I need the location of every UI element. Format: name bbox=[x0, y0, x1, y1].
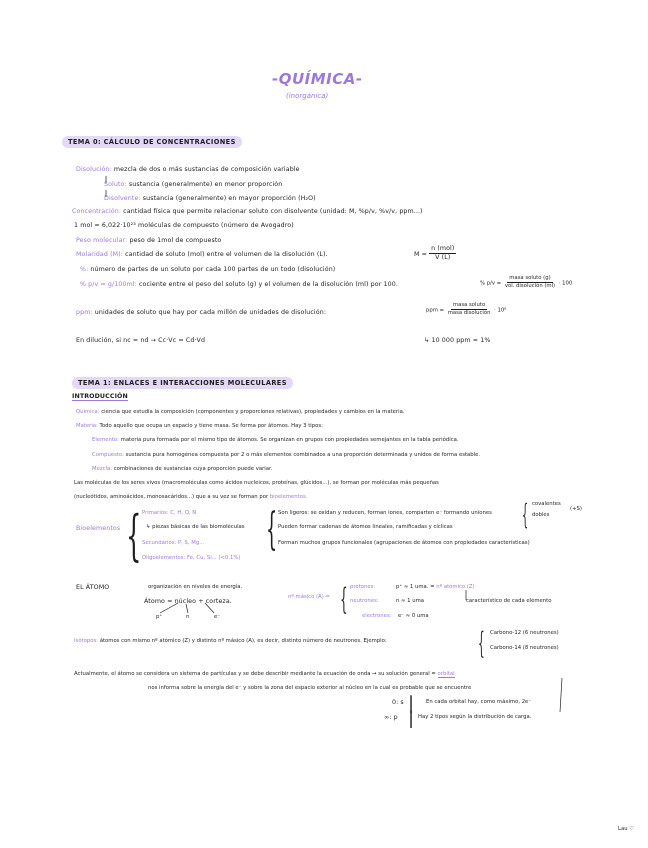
bioelementos-link: bioelementos. bbox=[269, 494, 308, 500]
dilucion-note: ↳ 10 000 ppm = 1% bbox=[424, 337, 491, 344]
seres-vivos-line: Las moléculas de los seres vivos (macromoléculas como ácidos nucleicos, proteínas, glúcidos...), se forman por moléculas más pequeñas bbox=[74, 480, 439, 486]
piezas-line: ↳ piezas básicas de las biomoléculas bbox=[146, 524, 245, 530]
atomo-split-mid bbox=[186, 604, 188, 613]
p-orbital-text: Hay 2 tipos según la distribución de carga. bbox=[418, 714, 532, 720]
nmasico-brace: { bbox=[340, 582, 348, 617]
n-particle: n bbox=[186, 614, 190, 620]
soluto-term: Soluto: bbox=[104, 181, 127, 188]
seres-vivos-text-2: (nucleótidos, aminoácidos, monosacáridos...) que a su vez se forman por bbox=[74, 494, 269, 500]
molaridad-numerator: n (mol) bbox=[429, 246, 456, 254]
atomo-label: EL ÁTOMO bbox=[76, 584, 110, 591]
triples-note: (+S) bbox=[570, 506, 582, 512]
p-orbital-brace: | bbox=[408, 708, 415, 729]
s-orbital-label: 0: s bbox=[392, 699, 404, 706]
nmasico-text: nº másico (A) = bbox=[288, 594, 330, 600]
protones-value: p⁺ ≈ 1 uma. = bbox=[396, 584, 435, 590]
p-particle: p⁺ bbox=[156, 614, 163, 620]
s-orbital-brace: | bbox=[408, 693, 415, 714]
page-subtitle: (inorgánica) bbox=[286, 92, 329, 100]
disolucion-term: Disolución: bbox=[76, 166, 112, 173]
quimica-text: ciencia que estudia la composición (componentes y proporciones relativas), propiedades y cambios en la materia. bbox=[101, 409, 405, 415]
concentracion-text: cantidad física que permite relacionar soluto con disolvente (unidad: M, %p/v, %v/v, ppm...) bbox=[123, 208, 423, 215]
section-heading-tema0: TEMA 0: CÁLCULO DE CONCENTRACIONES bbox=[62, 136, 242, 148]
protones-label: protones: bbox=[350, 584, 376, 590]
mezcla-term: Mezcla: bbox=[92, 466, 113, 472]
disolvente-text: sustancia (generalmente) en mayor proporción (H₂O) bbox=[142, 195, 316, 202]
caracteristico-note: característico de cada elemento bbox=[466, 598, 552, 604]
s-orbital-text: En cada orbital hay, como máximo, 2e⁻ bbox=[426, 699, 532, 705]
ppm-numerator: masa soluto bbox=[451, 303, 487, 310]
carbono12-label: Carbono-12 (6 neutrones) bbox=[490, 630, 559, 636]
page-title: -QUÍMICA- bbox=[272, 70, 363, 88]
molaridad-text: cantidad de soluto (mol) entre el volumen de la disolución (L). bbox=[125, 251, 328, 258]
pv-denominator: vol. disolución (ml) bbox=[504, 283, 556, 290]
orbital-arrow bbox=[560, 678, 562, 712]
primarios-item: Primarios: C, H, O, N bbox=[142, 510, 197, 516]
p-orbital-label: ∞: p bbox=[384, 714, 398, 721]
intro-heading: INTRODUCCIÓN bbox=[72, 393, 128, 400]
grupos-desc: Forman muchos grupos funcionales (agrupaciones de átomos con propiedades características) bbox=[278, 540, 530, 546]
ppm-text: unidades de soluto que hay por cada millón de unidades de disolución: bbox=[94, 309, 327, 316]
pv-numerator: masa soluto (g) bbox=[507, 276, 552, 283]
oligo-item: Oligoelementos: Fe, Cu, Si... (<0.1%) bbox=[142, 555, 241, 561]
actualmente-text: Actualmente, el átomo se considera un sistema de partículas y se debe describir mediante la ecuación de onda → su solución general = bbox=[74, 671, 436, 677]
ppm-denominator: masa disolución bbox=[447, 310, 491, 317]
bioelementos-label: Bioelementos bbox=[76, 525, 121, 532]
secundarios-item: Secundarios: P, S, Mg... bbox=[142, 540, 205, 546]
ppm-term: ppm: bbox=[76, 309, 93, 316]
elemento-text: materia pura formada por el mismo tipo de átomos. Se organizan en grupos con propiedades semejantes en la tabla periódica. bbox=[120, 437, 459, 443]
mezcla-text: combinaciones de sustancias cuya proporción puede variar. bbox=[113, 466, 273, 472]
isotopos-term: Isótopos: bbox=[74, 638, 99, 644]
ppm-formula-rhs: · 10⁶ bbox=[494, 307, 507, 314]
isotopos-brace: { bbox=[478, 626, 485, 661]
dobles-label: dobles bbox=[532, 512, 550, 518]
section-heading-tema1: TEMA 1: ENLACES E INTERACCIONES MOLECULARES bbox=[72, 377, 293, 389]
pv-term: % p/v = g/100ml: bbox=[80, 281, 137, 288]
primarios-desc: Son ligeros: se oxidan y reducen, forman iones, comparten e⁻ formando uniones bbox=[278, 510, 492, 516]
atomo-split-right bbox=[205, 603, 214, 613]
peso-text: peso de 1mol de compuesto bbox=[129, 237, 222, 244]
page-signature: Lau ♡ bbox=[618, 826, 634, 832]
porcentaje-term: %: bbox=[80, 266, 89, 273]
dilucion-line: En dilución, si nc = nd → Cc·Vc = Cd·Vd bbox=[76, 337, 206, 344]
electrones-eq: e⁻ ≈ 0 uma bbox=[398, 613, 429, 619]
concentracion-term: Concentración: bbox=[72, 208, 122, 215]
pv-formula-lhs: % p/v = bbox=[480, 280, 502, 287]
pv-formula-rhs: · 100 bbox=[558, 280, 573, 287]
peso-term: Peso molecular: bbox=[76, 237, 128, 244]
porcentaje-text: número de partes de un soluto por cada 100 partes de un todo (disolución) bbox=[90, 266, 336, 273]
soluto-text: sustancia (generalmente) en menor proporción bbox=[128, 181, 283, 188]
materia-term: Materia: bbox=[76, 423, 98, 429]
atomo-split-left bbox=[160, 603, 178, 613]
disolucion-text: mezcla de dos o más sustancias de composición variable bbox=[113, 166, 300, 173]
organizacion-note: organización en niveles de energía. bbox=[148, 584, 243, 590]
primarios-brace: { bbox=[266, 504, 278, 555]
compuesto-text: sustancia pura homogénea compuesta por 2 o más elementos combinados a una proporción determinada y unidos de forma estable. bbox=[125, 452, 481, 458]
neutrones-eq: n ≈ 1 uma bbox=[396, 598, 424, 604]
orbital-link: orbital bbox=[437, 671, 455, 677]
cadenas-desc: Pueden formar cadenas de átomos lineales, ramificadas y cíclicas bbox=[278, 524, 453, 530]
materia-text: Todo aquello que ocupa un espacio y tiene masa. Se forma por átomos. Hay 3 tipos: bbox=[99, 423, 323, 429]
carbono14-label: Carbono-14 (8 neutrones) bbox=[490, 645, 559, 651]
ppm-formula-lhs: ppm = bbox=[426, 307, 445, 314]
e-particle: e⁻ bbox=[214, 614, 221, 620]
info-line: nos informa sobre la energía del e⁻ y sobre la zona del espacio exterior al núcleo en la cual es probable que se encuentre bbox=[148, 685, 472, 691]
molaridad-denominator: V (L) bbox=[435, 254, 451, 262]
enlaces-brace: { bbox=[522, 498, 529, 531]
mol-line: 1 mol = 6,022·10²³ moléculas de compuesto (número de Avogadro) bbox=[74, 222, 294, 229]
atomo-equation: Átomo = núcleo + corteza. bbox=[144, 598, 232, 605]
isotopos-text: átomos con mismo nº atómico (Z) y distinto nº másico (A), es decir, distinto número de neutrones. Ejemplo: bbox=[99, 638, 387, 644]
electrones-label: electrones: bbox=[362, 613, 392, 619]
molaridad-formula-lhs: M = bbox=[414, 250, 428, 258]
disolvente-term: Disolvente: bbox=[104, 195, 141, 202]
pv-text: cociente entre el peso del soluto (g) y el volumen de la disolución (ml) por 100. bbox=[138, 281, 398, 288]
bio-brace: { bbox=[126, 504, 142, 567]
covalentes-label: covalentes bbox=[532, 501, 561, 507]
neutrones-label: neutrones: bbox=[350, 598, 379, 604]
compuesto-term: Compuesto: bbox=[92, 452, 124, 458]
molaridad-term: Molaridad (M): bbox=[76, 251, 123, 258]
elemento-term: Elemento: bbox=[92, 437, 119, 443]
num-atomico: nº atómico (Z) bbox=[436, 584, 475, 590]
quimica-term: Química: bbox=[76, 409, 100, 415]
